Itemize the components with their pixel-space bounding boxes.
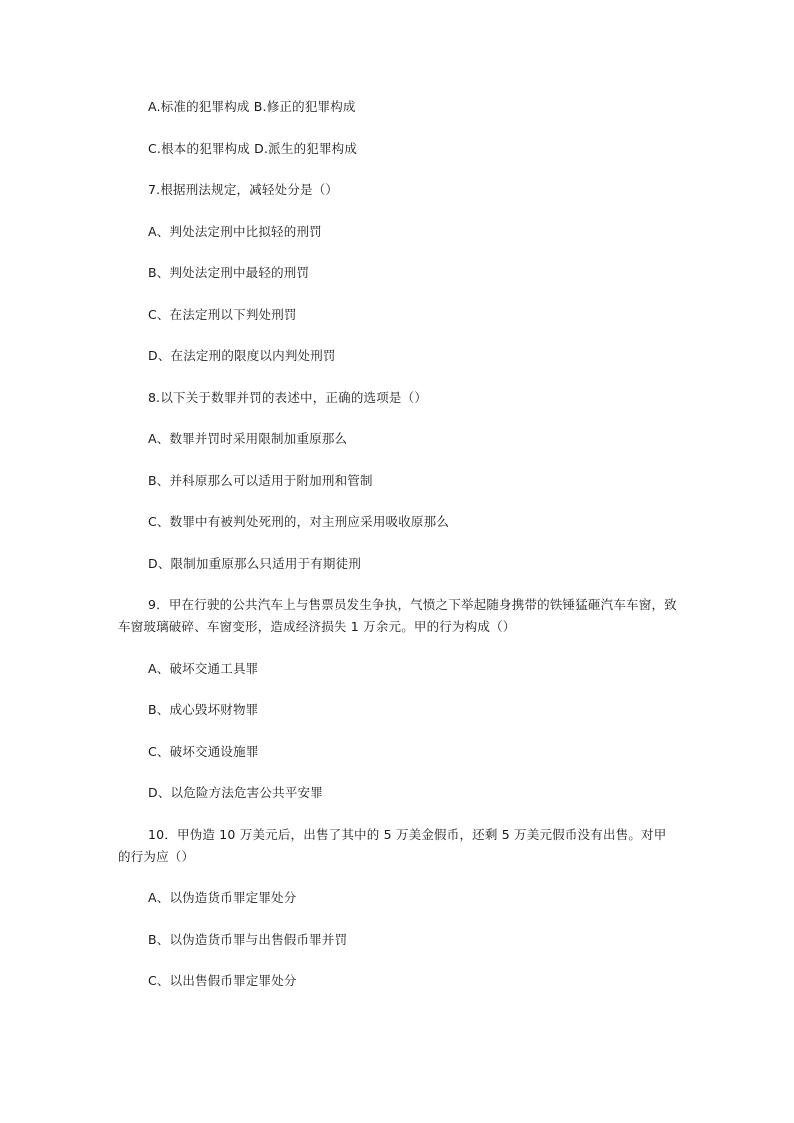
- question-7-option-a: A、判处法定刑中比拟轻的刑罚: [148, 224, 322, 239]
- question-10: 10．甲伪造 10 万美元后，出售了其中的 5 万美金假币，还剩 5 万美元假币没有出售。对甲的行为应（）: [118, 827, 667, 864]
- question-10-option-b: B、以伪造货币罪与出售假币罪并罚: [148, 932, 348, 947]
- question-7-option-d: D、在法定刑的限度以内判处刑罚: [148, 348, 336, 363]
- question-10-option-a: A、以伪造货币罪定罪处分: [148, 890, 297, 905]
- question-8-option-a: A、数罪并罚时采用限制加重原那么: [148, 431, 348, 446]
- question-9-option-c: C、破坏交通设施罪: [148, 744, 259, 759]
- question-7: 7.根据刑法规定，减轻处分是（）: [148, 182, 339, 197]
- question-10-option-c: C、以出售假币罪定罪处分: [148, 973, 297, 988]
- answer-options-ab: A.标准的犯罪构成 B.修正的犯罪构成: [148, 99, 356, 114]
- question-7-option-b: B、判处法定刑中最轻的刑罚: [148, 265, 310, 280]
- question-8: 8.以下关于数罪并罚的表述中，正确的选项是（）: [148, 390, 428, 405]
- question-8-option-d: D、限制加重原那么只适用于有期徒刑: [148, 556, 362, 571]
- answer-options-cd: C.根本的犯罪构成 D.派生的犯罪构成: [148, 141, 358, 156]
- question-9-option-b: B、成心毁坏财物罪: [148, 702, 259, 717]
- question-9-option-d: D、以危险方法危害公共平安罪: [148, 785, 323, 800]
- question-8-option-b: B、并科原那么可以适用于附加刑和管制: [148, 473, 373, 488]
- question-8-option-c: C、数罪中有被判处死刑的，对主刑应采用吸收原那么: [148, 514, 450, 529]
- question-7-option-c: C、在法定刑以下判处刑罚: [148, 307, 297, 322]
- question-9: 9．甲在行驶的公共汽车上与售票员发生争执，气愤之下举起随身携带的铁锤猛砸汽车车窗，致车窗玻璃破碎、车窗变形，造成经济损失 1 万余元。甲的行为构成（）: [118, 597, 677, 634]
- question-9-option-a: A、破坏交通工具罪: [148, 661, 259, 676]
